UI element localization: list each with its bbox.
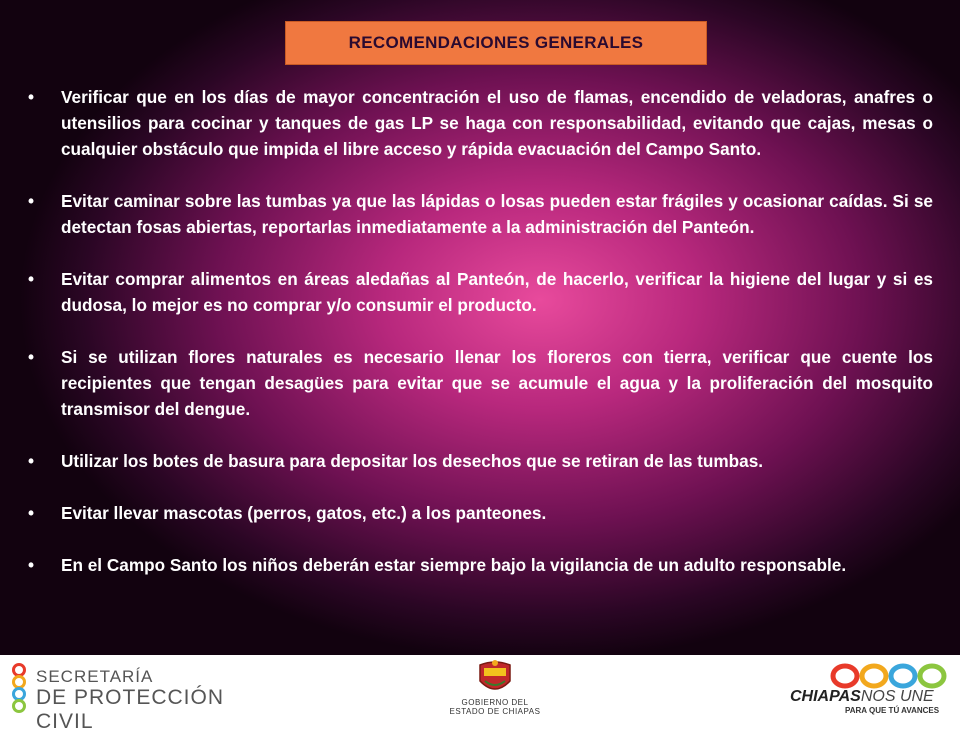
list-item <box>28 266 933 318</box>
logo-line-2: DE PROTECCIÓN CIVIL <box>36 686 225 733</box>
list-item <box>28 448 933 474</box>
logo-line-1: SECRETARÍA <box>36 667 154 686</box>
list-item-text: Utilizar los botes de basura para depositar los desechos que se retiran de las tumbas. <box>61 451 764 471</box>
stacked-circles-logo-icon <box>8 663 30 713</box>
bullet-icon: • <box>28 503 35 523</box>
list-item-text: Evitar comprar alimentos en áreas aledañas al Panteón, de hacerlo, verificar la higiene del lugar y si es dudosa, lo mejor es no comprar y/o consumir el producto. <box>61 269 933 315</box>
state-seal-icon <box>470 659 520 697</box>
bullet-icon: • <box>28 87 35 107</box>
bullet-icon: • <box>28 451 35 471</box>
bullet-icon: • <box>28 347 35 367</box>
list-item <box>28 344 933 422</box>
list-item-text: Evitar caminar sobre las tumbas ya que las lápidas o losas pueden estar frágiles y ocasionar caídas. Si se detectan fosas abiertas, reportarlas inmediatamente a la administración del Panteón. <box>61 191 933 237</box>
brand-tagline: PARA QUE TÚ AVANCES <box>845 706 940 715</box>
bullet-icon: • <box>28 191 35 211</box>
list-item <box>28 188 933 240</box>
list-item <box>28 84 933 162</box>
bullet-icon: • <box>28 555 35 575</box>
gobierno-line-2: ESTADO DE CHIAPAS <box>449 707 541 716</box>
list-item <box>28 552 933 578</box>
bullet-icon: • <box>28 269 35 289</box>
chiapas-nos-une-logo <box>790 663 955 718</box>
list-item <box>28 500 933 526</box>
list-item-text: Verificar que en los días de mayor concentración el uso de flamas, encendido de veladoras, anafres o utensilios para cocinar y tanques de gas LP se haga con responsabilidad, evitando que cajas, mesas o cualquier obstáculo que impida el libre acceso y rápida evacuación del Campo Santo. <box>61 87 933 159</box>
brand-text <box>790 688 934 706</box>
slide-title: RECOMENDACIONES GENERALES <box>348 33 644 52</box>
proteccion-civil-logo <box>8 663 278 733</box>
brand-bold: CHIAPAS <box>790 688 861 705</box>
recommendations-list <box>28 84 933 604</box>
list-item-text: Si se utilizan flores naturales es necesario llenar los floreros con tierra, verificar que cuente los recipientes que tengan desagües para evitar que se acumule el agua y la proliferación del mosquito transmisor del dengue. <box>61 347 933 419</box>
gobierno-line-1: GOBIERNO DEL <box>461 698 529 707</box>
colored-rings-logo-icon <box>830 663 950 691</box>
list-item-text: Evitar llevar mascotas (perros, gatos, etc.) a los panteones. <box>61 503 547 523</box>
brand-rest: NOS UNE <box>860 688 934 705</box>
footer-bar <box>0 655 960 733</box>
list-item-text: En el Campo Santo los niños deberán estar siempre bajo la vigilancia de un adulto responsable. <box>61 555 847 575</box>
title-box <box>285 21 707 65</box>
